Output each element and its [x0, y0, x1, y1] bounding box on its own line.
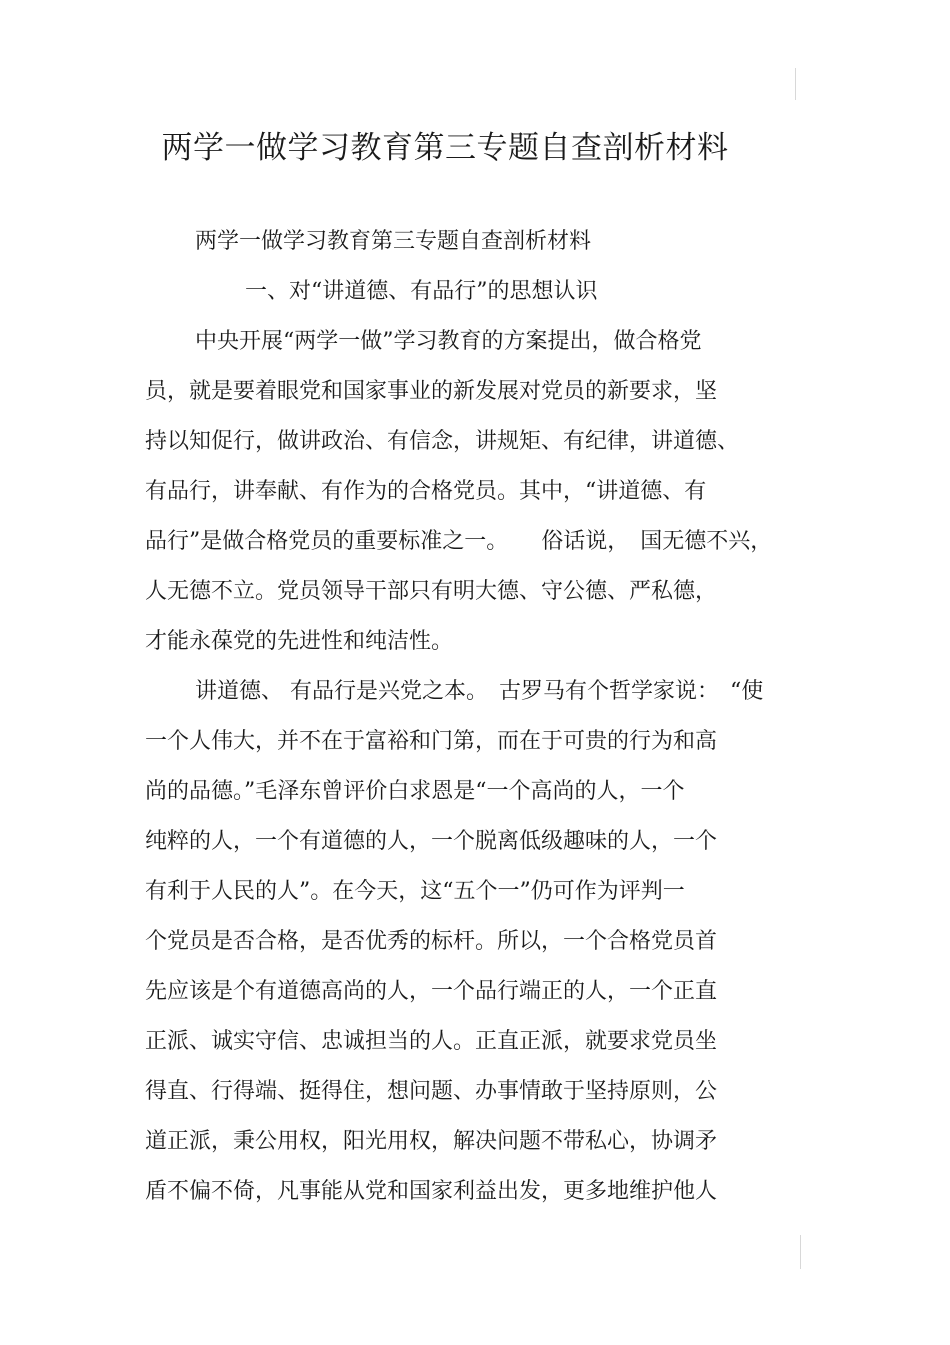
document-subtitle: 两学一做学习教育第三专题自查剖析材料	[195, 229, 592, 254]
paragraph-line: 品行”是做合格党员的重要标准之一。 俗话说， 国无德不兴，	[145, 529, 773, 554]
paragraph-line: 盾不偏不倚，凡事能从党和国家利益出发，更多地维护他人	[145, 1179, 718, 1204]
paragraph-line: 尚的品德。”毛泽东曾评价白求恩是“一个高尚的人，一个	[145, 779, 685, 804]
paragraph-line: 中央开展“两学一做”学习教育的方案提出，做合格党	[195, 329, 702, 354]
document-title: 两学一做学习教育第三专题自查剖析材料	[161, 130, 729, 166]
paragraph-line: 持以知促行，做讲政治、有信念，讲规矩、有纪律，讲道德、	[145, 429, 740, 454]
margin-mark-top-right	[795, 68, 796, 100]
paragraph-line: 正派、诚实守信、忠诚担当的人。正直正派，就要求党员坐	[145, 1029, 718, 1054]
paragraph-line: 先应该是个有道德高尚的人，一个品行端正的人，一个正直	[145, 979, 718, 1004]
paragraph-line: 员，就是要着眼党和国家事业的新发展对党员的新要求，坚	[145, 379, 718, 404]
section-heading: 一、对“讲道德、有品行”的思想认识	[245, 279, 598, 304]
paragraph-line: 有品行，讲奉献、有作为的合格党员。其中，“讲道德、有	[145, 479, 707, 504]
paragraph-line: 个党员是否合格，是否优秀的标杆。所以，一个合格党员首	[145, 929, 718, 954]
margin-mark-bottom-right	[800, 1235, 801, 1269]
paragraph-line: 一个人伟大，并不在于富裕和门第，而在于可贵的行为和高	[145, 729, 718, 754]
paragraph-line: 人无德不立。党员领导干部只有明大德、守公德、严私德，	[145, 579, 718, 604]
paragraph-line: 得直、行得端、挺得住，想问题、办事情敢于坚持原则，公	[145, 1079, 718, 1104]
paragraph-line: 道正派，秉公用权，阳光用权，解决问题不带私心，协调矛	[145, 1129, 718, 1154]
paragraph-line: 有利于人民的人”。在今天，这“五个一”仍可作为评判一	[145, 879, 685, 904]
paragraph-line: 纯粹的人，一个有道德的人，一个脱离低级趣味的人，一个	[145, 829, 718, 854]
paragraph-line: 讲道德、 有品行是兴党之本。 古罗马有个哲学家说： “使	[195, 679, 764, 704]
paragraph-line: 才能永葆党的先进性和纯洁性。	[145, 629, 454, 654]
